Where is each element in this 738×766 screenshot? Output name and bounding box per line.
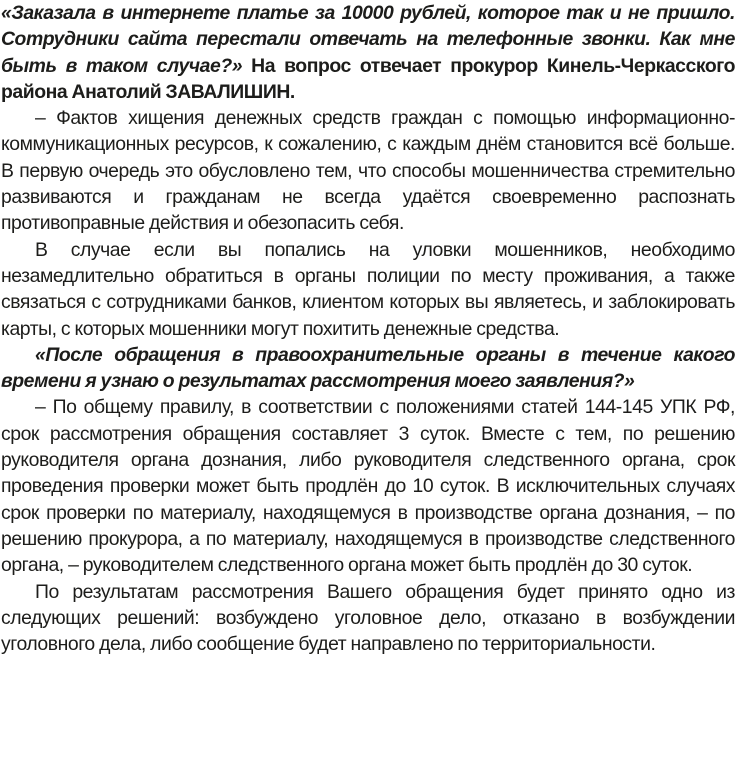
reader-question-1: «Заказала в интернете платье за 10000 рублей, которое так и не пришло. Сотрудники сайта перестали отвечать на телефонные звонки. Как мне быть в таком случае?» [1,2,735,77]
reader-question-2: «После обращения в правоохранительные органы в течение какого времени я узнаю о результатах рассмотрения моего заявления?» [1,343,735,393]
answer-2-paragraph-2: По результатам рассмотрения Вашего обращения будет принято одно из следующих решений: возбуждено уголовное дело, отказано в возбуждении уголовного дела, либо сообщение будет направлено по территориальности. [1,580,735,656]
answer-intro: На вопрос отвечает прокурор Кинель-Черкасского района Анатолий ЗАВАЛИШИН. [1,54,736,103]
answer-1-paragraph-1: – Фактов хищения денежных средств граждан с помощью информационно-коммуникационных ресурсов, к сожалению, с каждым днём становится всё больше. В первую очередь это обусловлено тем, что способы мошенничества стремительно развиваются и гражданам не всегда удаётся своевременно распознать противоправные действия и обезопасить себя. [1,107,735,235]
answer-2-paragraph-1: – По общему правилу, в соответствии с положениями статей 144-145 УПК РФ, срок рассмотрения обращения составляет 3 суток. Вместе с тем, по решению руководителя органа дознания, либо руководителя следственного органа, срок проведения проверки может быть продлён до 10 суток. В исключительных случаях срок проверки по материалу, находящемуся в производстве органа дознания, – по решению прокурора, а по материалу, находящемуся в производстве следственного органа, – руководителем следственного органа может быть продлён до 30 суток. [1,396,735,577]
answer-1-paragraph-2: В случае если вы попались на уловки мошенников, необходимо незамедлительно обратиться в органы полиции по месту проживания, а также связаться с сотрудниками банков, клиентом которых вы являетесь, и заблокировать карты, с которых мошенники могут похитить денежные средства. [1,238,735,340]
opening-paragraph [1,0,735,105]
